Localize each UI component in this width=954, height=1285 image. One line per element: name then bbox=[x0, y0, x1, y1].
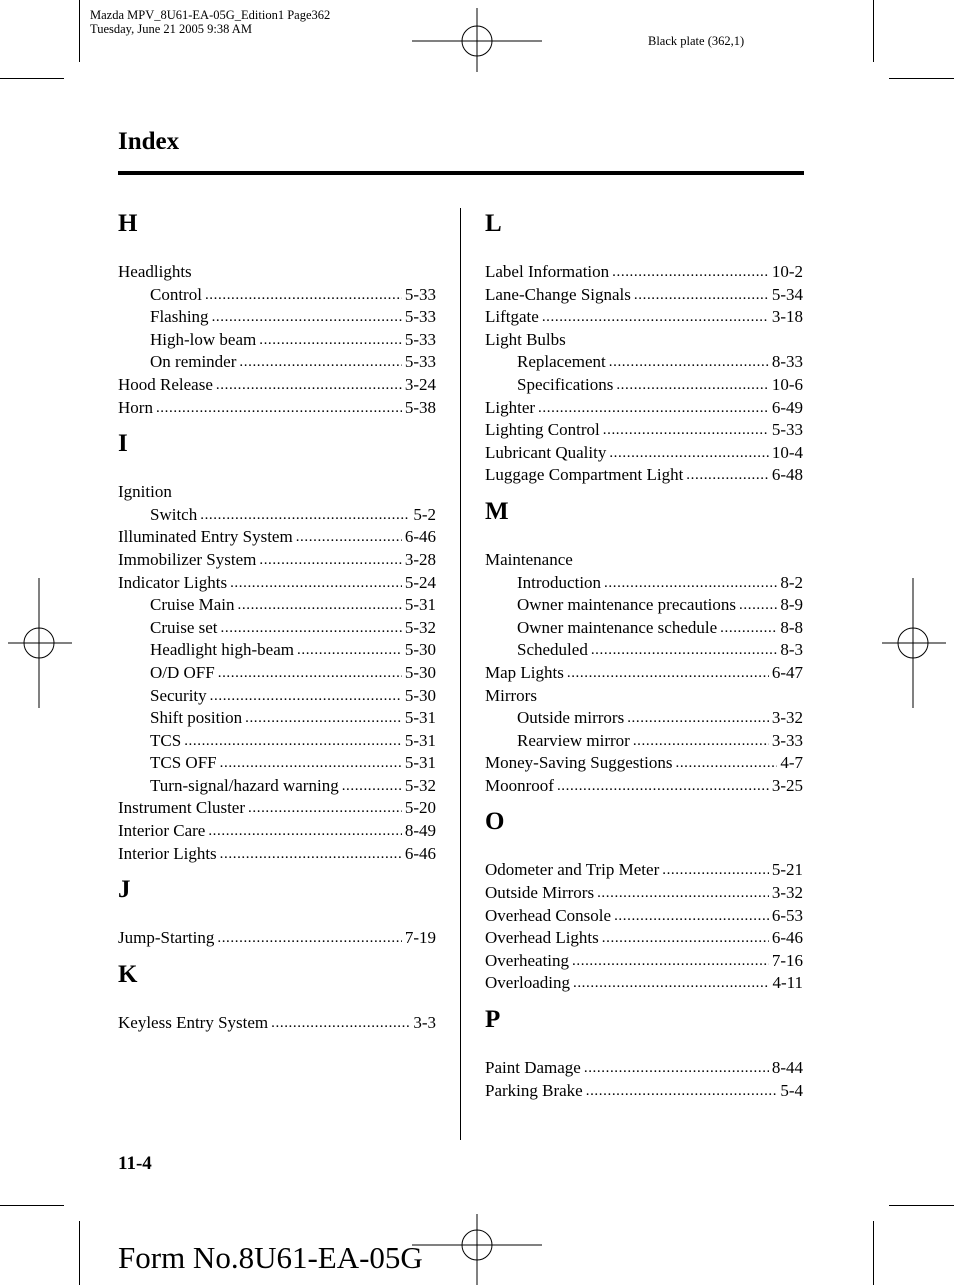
index-entry bbox=[118, 572, 436, 595]
crop-mark bbox=[79, 1221, 80, 1285]
index-entry bbox=[485, 927, 803, 950]
index-subentry bbox=[118, 752, 436, 775]
dot-leader bbox=[591, 639, 778, 662]
index-subentry bbox=[118, 504, 436, 527]
registration-mark-icon bbox=[412, 1214, 542, 1285]
index-section bbox=[118, 427, 436, 865]
entry-text: Money-Saving Suggestions bbox=[485, 753, 673, 773]
entry-page: 5-24 bbox=[404, 572, 436, 592]
entry-text: Outside mirrors bbox=[517, 708, 625, 728]
dot-leader bbox=[218, 662, 402, 685]
section-letter: O bbox=[485, 808, 505, 836]
index-subentry bbox=[118, 662, 436, 685]
entry-text: Outside Mirrors bbox=[485, 883, 595, 903]
dot-leader bbox=[248, 797, 402, 820]
index-entry bbox=[485, 284, 803, 307]
crop-mark bbox=[0, 78, 64, 79]
entry-text: Lighting Control bbox=[485, 420, 600, 440]
entry-page: 8-49 bbox=[404, 821, 436, 841]
index-subentry bbox=[118, 351, 436, 374]
dot-leader bbox=[586, 1080, 778, 1103]
entry-page: 5-4 bbox=[780, 1080, 803, 1100]
print-header-line1: Mazda MPV_8U61-EA-05G_Edition1 Page362 bbox=[90, 8, 331, 22]
dot-leader bbox=[220, 752, 402, 775]
entry-text: Shift position bbox=[150, 708, 243, 728]
entry-text: Indicator Lights bbox=[118, 572, 228, 592]
entry-text: Owner maintenance precautions bbox=[517, 595, 737, 615]
entry-text: Turn-signal/hazard warning bbox=[150, 775, 339, 795]
entry-text: O/D OFF bbox=[150, 662, 215, 682]
section-letter: L bbox=[485, 210, 502, 237]
dot-leader bbox=[612, 261, 769, 284]
page-number: 11-4 bbox=[118, 1153, 152, 1174]
entry-page: 5-33 bbox=[404, 329, 436, 349]
registration-mark-icon bbox=[412, 8, 542, 72]
entry-page: 5-33 bbox=[404, 307, 436, 327]
index-subentry bbox=[118, 284, 436, 307]
registration-mark-icon bbox=[882, 578, 946, 708]
index-subentry bbox=[118, 639, 436, 662]
index-entry bbox=[485, 1080, 803, 1103]
dot-leader bbox=[217, 927, 401, 950]
entry-page: 5-30 bbox=[404, 662, 436, 682]
index-section bbox=[485, 1003, 803, 1102]
entry-page: 6-53 bbox=[771, 905, 803, 925]
index-subentry bbox=[118, 775, 436, 798]
index-entry bbox=[485, 329, 803, 352]
entry-page: 3-32 bbox=[771, 883, 803, 903]
index-entry bbox=[118, 374, 436, 397]
entry-page: 3-28 bbox=[404, 549, 436, 569]
dot-leader bbox=[238, 594, 402, 617]
dot-leader bbox=[633, 730, 769, 753]
entry-page: 6-49 bbox=[771, 397, 803, 417]
entry-text: Liftgate bbox=[485, 307, 539, 327]
entry-page: 8-8 bbox=[780, 617, 803, 637]
entry-page: 5-30 bbox=[404, 640, 436, 660]
dot-leader bbox=[597, 882, 769, 905]
crop-mark bbox=[873, 1221, 874, 1285]
section-letter: P bbox=[485, 1006, 501, 1034]
entry-text: Hood Release bbox=[118, 374, 213, 394]
dot-leader bbox=[609, 351, 769, 374]
index-subentry bbox=[485, 617, 803, 640]
dot-leader bbox=[603, 419, 769, 442]
dot-leader bbox=[212, 306, 402, 329]
entry-text: Introduction bbox=[517, 572, 602, 592]
index-entry bbox=[485, 306, 803, 329]
entry-page: 5-31 bbox=[404, 708, 436, 728]
entry-text: Rearview mirror bbox=[517, 730, 630, 750]
entry-text: Light Bulbs bbox=[485, 329, 566, 349]
section-letter: H bbox=[118, 210, 138, 237]
entry-text: Instrument Cluster bbox=[118, 798, 246, 818]
entry-text: Immobilizer System bbox=[118, 549, 257, 569]
dot-leader bbox=[675, 752, 777, 775]
entry-page: 5-33 bbox=[404, 352, 436, 372]
entry-page: 5-38 bbox=[404, 397, 436, 417]
entry-text: Interior Lights bbox=[118, 843, 217, 863]
entry-text: Switch bbox=[150, 504, 198, 524]
entry-page: 5-34 bbox=[771, 284, 803, 304]
entry-text: Jump-Starting bbox=[118, 928, 215, 948]
entry-text: Flashing bbox=[150, 307, 209, 327]
entry-text: Replacement bbox=[517, 352, 606, 372]
index-entry bbox=[485, 1057, 803, 1080]
entry-text: Keyless Entry System bbox=[118, 1012, 269, 1032]
index-section bbox=[485, 805, 803, 995]
index-subentry bbox=[485, 594, 803, 617]
index-subentry bbox=[118, 707, 436, 730]
index-entry bbox=[118, 843, 436, 866]
index-entry bbox=[485, 261, 803, 284]
entry-text: Odometer and Trip Meter bbox=[485, 860, 660, 880]
index-column-right bbox=[485, 200, 803, 1102]
index-entry bbox=[485, 775, 803, 798]
entry-text: Lighter bbox=[485, 397, 536, 417]
dot-leader bbox=[609, 442, 769, 465]
entry-text: Moonroof bbox=[485, 775, 554, 795]
entry-page: 6-47 bbox=[771, 662, 803, 682]
title-rule bbox=[118, 171, 804, 175]
entry-page: 5-31 bbox=[404, 730, 436, 750]
entry-page: 6-46 bbox=[404, 527, 436, 547]
index-entry bbox=[118, 481, 436, 504]
dot-leader bbox=[602, 927, 769, 950]
index-entry bbox=[485, 397, 803, 420]
index-entry bbox=[118, 549, 436, 572]
crop-mark bbox=[889, 78, 954, 79]
entry-page: 3-3 bbox=[413, 1012, 436, 1032]
entry-text: Overloading bbox=[485, 973, 570, 993]
dot-leader bbox=[271, 1012, 410, 1035]
dot-leader bbox=[686, 464, 769, 487]
index-subentry bbox=[485, 351, 803, 374]
section-letter: M bbox=[485, 497, 509, 525]
entry-page: 4-7 bbox=[780, 753, 803, 773]
entry-text: Cruise set bbox=[150, 617, 218, 637]
entry-page: 10-6 bbox=[771, 374, 803, 394]
entry-text: Map Lights bbox=[485, 662, 564, 682]
dot-leader bbox=[239, 351, 401, 374]
form-number: Form No.8U61-EA-05G bbox=[118, 1240, 423, 1275]
index-subentry bbox=[118, 617, 436, 640]
dot-leader bbox=[584, 1057, 769, 1080]
entry-page: 5-32 bbox=[404, 617, 436, 637]
entry-page: 5-30 bbox=[404, 685, 436, 705]
entry-text: Label Information bbox=[485, 262, 610, 281]
dot-leader bbox=[297, 639, 402, 662]
index-entry bbox=[485, 859, 803, 882]
dot-leader bbox=[259, 549, 401, 572]
index-entry bbox=[118, 526, 436, 549]
entry-page: 7-19 bbox=[404, 928, 436, 948]
entry-text: TCS bbox=[150, 730, 182, 750]
index-entry bbox=[118, 820, 436, 843]
crop-mark bbox=[873, 0, 874, 62]
entry-page: 3-24 bbox=[404, 374, 436, 394]
index-section bbox=[118, 207, 436, 419]
dot-leader bbox=[542, 306, 769, 329]
index-subentry bbox=[485, 730, 803, 753]
dot-leader bbox=[662, 859, 769, 882]
entry-text: Headlights bbox=[118, 262, 192, 281]
entry-page: 3-25 bbox=[771, 775, 803, 795]
section-letter: K bbox=[118, 960, 138, 988]
entry-text: Cruise Main bbox=[150, 595, 235, 615]
entry-text: Maintenance bbox=[485, 549, 573, 569]
index-entry bbox=[118, 927, 436, 950]
print-header-line2: Tuesday, June 21 2005 9:38 AM bbox=[90, 22, 252, 36]
index-entry bbox=[485, 905, 803, 928]
entry-text: Overheating bbox=[485, 950, 570, 970]
index-subentry bbox=[118, 306, 436, 329]
index-subentry bbox=[118, 730, 436, 753]
index-subentry bbox=[485, 572, 803, 595]
index-subentry bbox=[485, 707, 803, 730]
dot-leader bbox=[573, 972, 769, 995]
dot-leader bbox=[296, 526, 402, 549]
entry-page: 5-21 bbox=[771, 860, 803, 880]
entry-page: 3-18 bbox=[771, 307, 803, 327]
entry-page: 8-2 bbox=[780, 572, 803, 592]
index-subentry bbox=[118, 685, 436, 708]
entry-page: 8-44 bbox=[771, 1058, 803, 1078]
entry-page: 5-2 bbox=[413, 504, 436, 524]
entry-page: 5-31 bbox=[404, 753, 436, 773]
entry-page: 8-33 bbox=[771, 352, 803, 372]
dot-leader bbox=[616, 374, 769, 397]
entry-text: Scheduled bbox=[517, 640, 588, 660]
entry-page: 6-48 bbox=[771, 465, 803, 485]
entry-page: 5-31 bbox=[404, 595, 436, 615]
dot-leader bbox=[205, 284, 402, 307]
dot-leader bbox=[200, 504, 410, 527]
entry-text: Overhead Console bbox=[485, 905, 612, 925]
dot-leader bbox=[634, 284, 769, 307]
entry-text: Ignition bbox=[118, 482, 172, 502]
crop-mark bbox=[0, 1205, 64, 1206]
entry-page: 5-33 bbox=[771, 420, 803, 440]
dot-leader bbox=[210, 685, 402, 708]
index-entry bbox=[485, 972, 803, 995]
entry-page: 3-33 bbox=[771, 730, 803, 750]
index-entry bbox=[485, 685, 803, 708]
index-entry bbox=[485, 419, 803, 442]
index-subentry bbox=[485, 639, 803, 662]
index-entry bbox=[118, 1012, 436, 1035]
dot-leader bbox=[572, 950, 769, 973]
plate-label: Black plate (362,1) bbox=[648, 34, 745, 48]
entry-page: 7-16 bbox=[771, 950, 803, 970]
entry-page: 8-3 bbox=[780, 640, 803, 660]
entry-page: 5-20 bbox=[404, 798, 436, 818]
entry-text: High-low beam bbox=[150, 329, 257, 349]
dot-leader bbox=[720, 617, 777, 640]
crop-mark bbox=[889, 1205, 954, 1206]
crop-mark bbox=[79, 0, 80, 62]
entry-text: On reminder bbox=[150, 352, 237, 372]
entry-text: Security bbox=[150, 685, 207, 705]
index-section bbox=[485, 495, 803, 798]
print-header bbox=[90, 8, 330, 36]
index-subentry bbox=[118, 594, 436, 617]
entry-text: Lane-Change Signals bbox=[485, 284, 631, 304]
dot-leader bbox=[221, 617, 402, 640]
index-entry bbox=[118, 261, 436, 284]
index-entry bbox=[485, 464, 803, 487]
dot-leader bbox=[216, 374, 402, 397]
entry-text: Mirrors bbox=[485, 685, 537, 705]
index-entry bbox=[485, 662, 803, 685]
entry-text: Specifications bbox=[517, 374, 614, 394]
index-column-left bbox=[118, 200, 436, 1034]
dot-leader bbox=[230, 572, 402, 595]
dot-leader bbox=[184, 730, 402, 753]
index-entry bbox=[485, 752, 803, 775]
index-entry bbox=[485, 442, 803, 465]
entry-page: 8-9 bbox=[780, 595, 803, 615]
column-divider bbox=[460, 208, 461, 1140]
dot-leader bbox=[245, 707, 402, 730]
dot-leader bbox=[604, 572, 777, 595]
index-section bbox=[118, 958, 436, 1035]
dot-leader bbox=[557, 775, 769, 798]
section-letter: J bbox=[118, 876, 131, 904]
entry-page: 6-46 bbox=[404, 843, 436, 863]
entry-text: Control bbox=[150, 284, 202, 304]
page-title: Index bbox=[118, 128, 180, 155]
entry-page: 10-2 bbox=[771, 262, 803, 281]
entry-text: Overhead Lights bbox=[485, 928, 599, 948]
entry-text: Horn bbox=[118, 397, 153, 417]
index-entry bbox=[485, 882, 803, 905]
entry-text: Illuminated Entry System bbox=[118, 527, 293, 547]
index-entry bbox=[118, 397, 436, 420]
dot-leader bbox=[220, 843, 402, 866]
entry-text: Luggage Compartment Light bbox=[485, 465, 684, 485]
entry-text: TCS OFF bbox=[150, 753, 217, 773]
dot-leader bbox=[614, 905, 769, 928]
index-section bbox=[485, 207, 803, 487]
index-subentry bbox=[485, 374, 803, 397]
dot-leader bbox=[627, 707, 769, 730]
entry-text: Parking Brake bbox=[485, 1080, 583, 1100]
entry-text: Headlight high-beam bbox=[150, 640, 294, 660]
entry-text: Paint Damage bbox=[485, 1058, 581, 1078]
dot-leader bbox=[259, 329, 402, 352]
entry-page: 5-33 bbox=[404, 284, 436, 304]
entry-text: Lubricant Quality bbox=[485, 442, 607, 462]
dot-leader bbox=[208, 820, 402, 843]
entry-page: 6-46 bbox=[771, 928, 803, 948]
index-section bbox=[118, 873, 436, 950]
entry-page: 5-32 bbox=[404, 775, 436, 795]
index-entry bbox=[485, 549, 803, 572]
dot-leader bbox=[342, 775, 402, 798]
index-subentry bbox=[118, 329, 436, 352]
entry-text: Owner maintenance schedule bbox=[517, 617, 718, 637]
entry-page: 3-32 bbox=[771, 708, 803, 728]
entry-text: Interior Care bbox=[118, 821, 206, 841]
section-letter: I bbox=[118, 430, 128, 458]
registration-mark-icon bbox=[8, 578, 72, 708]
entry-page: 10-4 bbox=[771, 442, 803, 462]
dot-leader bbox=[567, 662, 769, 685]
entry-page: 4-11 bbox=[772, 973, 803, 993]
dot-leader bbox=[739, 594, 777, 617]
index-entry bbox=[485, 950, 803, 973]
index-entry bbox=[118, 797, 436, 820]
dot-leader bbox=[156, 397, 402, 420]
dot-leader bbox=[538, 397, 769, 420]
